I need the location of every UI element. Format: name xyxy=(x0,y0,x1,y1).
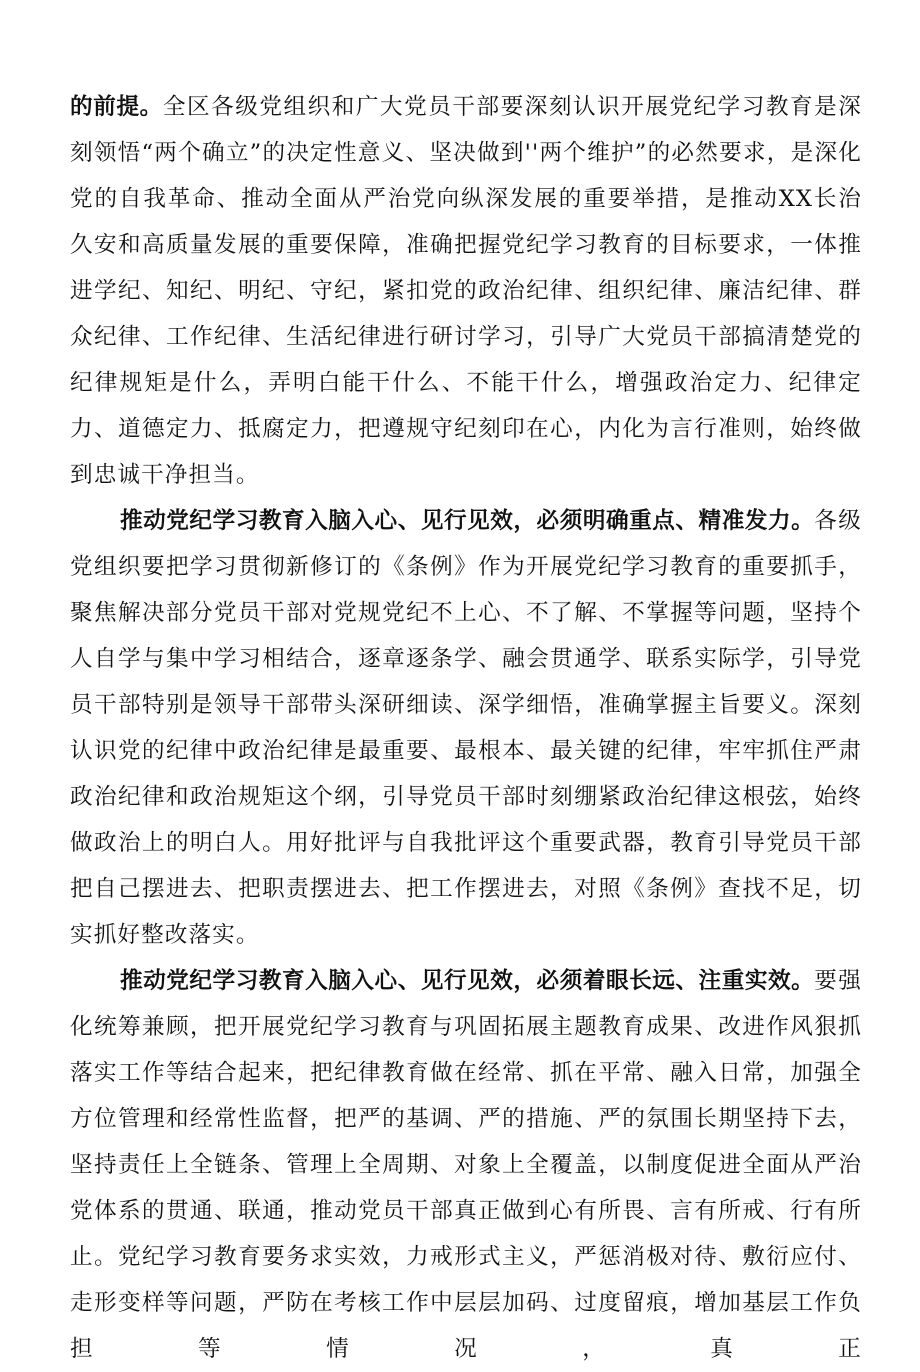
paragraph-focus xyxy=(70,498,862,958)
paragraph-premise xyxy=(70,84,862,498)
paragraph-lead: 的前提。 xyxy=(70,94,163,120)
paragraph-long-term xyxy=(70,958,862,1372)
paragraph-body: 各级党组织要把学习贯彻新修订的《条例》作为开展党纪学习教育的重要抓手，聚焦解决部分党员干部对党规党纪不上心、不了解、不掌握等问题，坚持个人自学与集中学习相结合，逐章逐条学、融会贯通学、联系实际学，引导党员干部特别是领导干部带头深研细读、深学细悟，准确掌握主旨要义。深刻认识党的纪律中政治纪律是最重要、最根本、最关键的纪律，牢牢抓住严肃政治纪律和政治规矩这个纲，引导党员干部时刻绷紧政治纪律这根弦，始终做政治上的明白人。用好批评与自我批评这个重要武器，教育引导党员干部把自己摆进去、把职责摆进去、把工作摆进去，对照《条例》查找不足，切实抓好整改落实。 xyxy=(70,508,863,948)
paragraph-body: 要强化统筹兼顾，把开展党纪学习教育与巩固拓展主题教育成果、改进作风狠抓落实工作等结合起来，把纪律教育做在经常、抓在平常、融入日常，加强全方位管理和经常性监督，把严的基调、严的措施、严的氛围长期坚持下去，坚持责任上全链条、管理上全周期、对象上全覆盖，以制度促进全面从严治党体系的贯通、联通，推动党员干部真正做到心有所畏、言有所戒、行有所止。党纪学习教育要务求实效，力戒形式主义，严惩消极对待、敷衍应付、走形变样等问题，严防在考核工作中层层加码、过度留痕，增加基层工作负担等情况，真正 xyxy=(70,968,863,1362)
document-page xyxy=(70,84,862,1372)
paragraph-body: 全区各级党组织和广大党员干部要深刻认识开展党纪学习教育是深刻领悟“两个确立”的决定性意义、坚决做到''两个维护”的必然要求，是深化党的自我革命、推动全面从严治党向纵深发展的重要举措，是推动XX长治久安和高质量发展的重要保障，准确把握党纪学习教育的目标要求，一体推进学纪、知纪、明纪、守纪，紧扣党的政治纪律、组织纪律、廉洁纪律、群众纪律、工作纪律、生活纪律进行研讨学习，引导广大党员干部搞清楚党的纪律规矩是什么，弄明白能干什么、不能干什么，增强政治定力、纪律定力、道德定力、抵腐定力，把遵规守纪刻印在心，内化为言行准则，始终做到忠诚干净担当。 xyxy=(70,94,862,488)
paragraph-lead: 推动党纪学习教育入脑入心、见行见效，必须着眼长远、注重实效。 xyxy=(120,968,815,994)
paragraph-lead: 推动党纪学习教育入脑入心、见行见效，必须明确重点、精准发力。 xyxy=(120,508,815,534)
